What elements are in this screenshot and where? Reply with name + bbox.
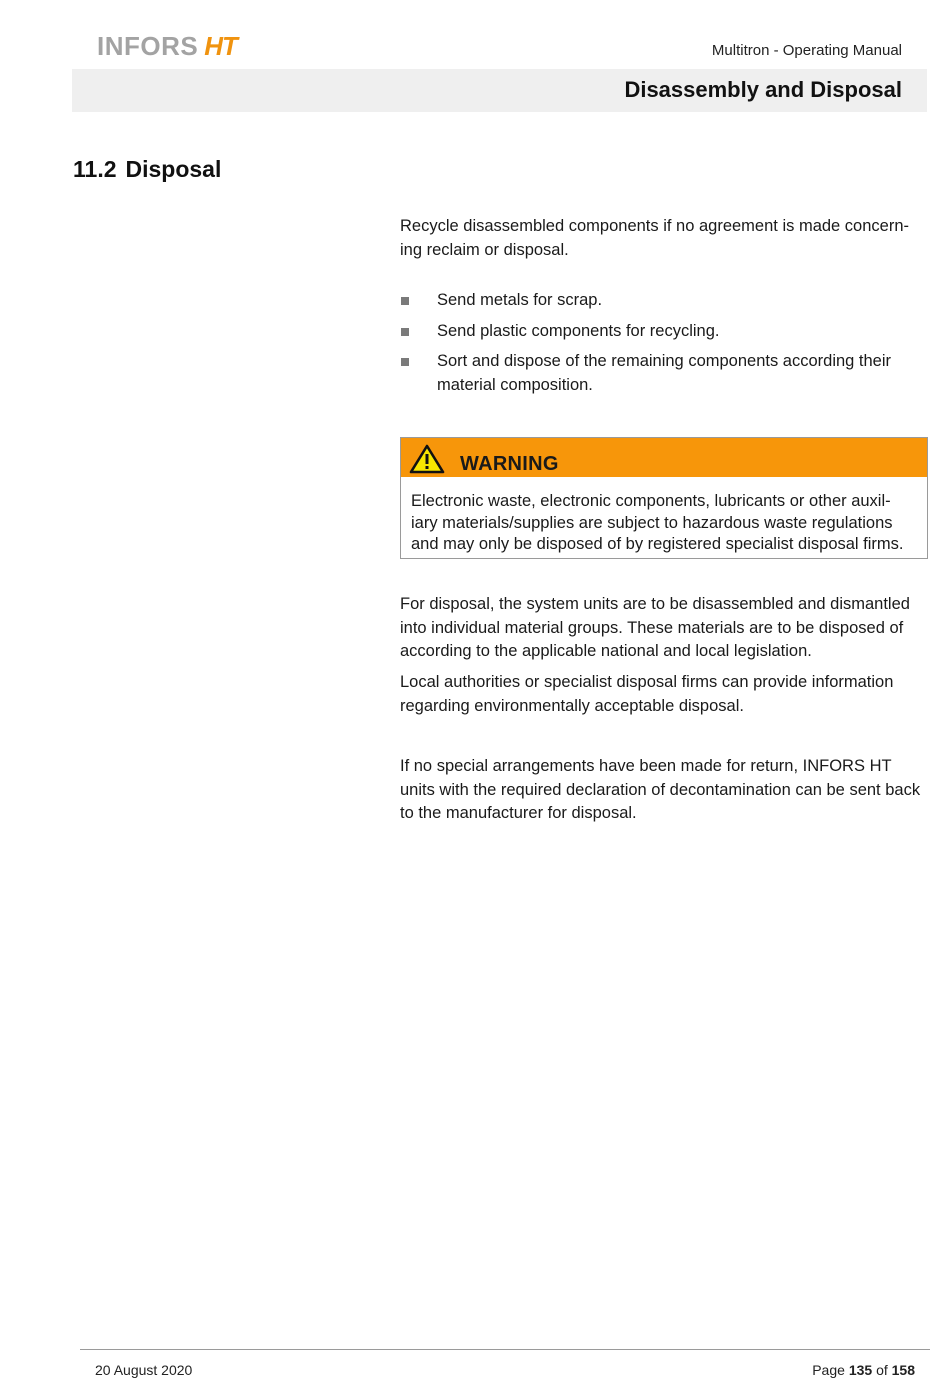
page-prefix: Page — [812, 1362, 845, 1378]
page-number — [812, 1362, 915, 1378]
company-logo — [97, 32, 237, 60]
authorities-paragraph — [400, 671, 927, 718]
bullet-square-icon — [401, 328, 409, 336]
paragraph-text: For disposal, the system units are to be disassembled and dismantled into individual material groups. These materials are to be disposed of according to the applicable national and local legislation. — [400, 595, 910, 660]
footer-date: 20 August 2020 — [95, 1362, 193, 1378]
section-number: 11.2 — [73, 156, 117, 182]
logo-accent: HT — [204, 30, 237, 61]
page-total: 158 — [891, 1362, 915, 1378]
bullet-square-icon — [401, 358, 409, 366]
intro-paragraph — [400, 215, 927, 262]
bullet-square-icon — [401, 297, 409, 305]
list-item — [400, 350, 927, 397]
list-item — [400, 320, 927, 344]
bullet-list — [400, 289, 927, 404]
warning-header — [401, 438, 927, 477]
section-title: Disposal — [125, 156, 222, 182]
list-item-text: Send plastic components for recycling. — [437, 321, 720, 340]
page-of: of — [876, 1362, 888, 1378]
list-item-text: Sort and dispose of the remaining components according their material composition. — [437, 352, 892, 394]
list-item-text: Send metals for scrap. — [437, 291, 603, 309]
disposal-paragraph — [400, 593, 927, 664]
warning-title: WARNING — [460, 453, 559, 475]
return-paragraph — [400, 755, 927, 826]
chapter-title: Disassembly and Disposal — [624, 77, 902, 102]
warning-triangle-icon — [409, 443, 445, 475]
logo-text: INFORS — [97, 30, 199, 61]
page-current: 135 — [848, 1362, 873, 1378]
intro-text: Recycle disassembled components if no agreement is made concern-ing reclaim or disposal. — [400, 217, 910, 259]
warning-text: Electronic waste, electronic components, lubricants or other auxil-iary materials/supplies are subject to hazardous waste regulations and may only be disposed of by registered specialist disposal firms. — [411, 492, 904, 553]
section-heading — [73, 156, 221, 183]
warning-box — [400, 437, 928, 559]
paragraph-text: If no special arrangements have been made for return, INFORS HT units with the required declaration of decontamination can be sent back to the manufacturer for disposal. — [400, 757, 921, 822]
list-item — [400, 289, 927, 313]
paragraph-text: Local authorities or specialist disposal firms can provide information regarding environmentally acceptable disposal. — [400, 673, 894, 715]
footer-divider — [80, 1349, 930, 1350]
manual-title: Multitron - Operating Manual — [711, 42, 902, 59]
